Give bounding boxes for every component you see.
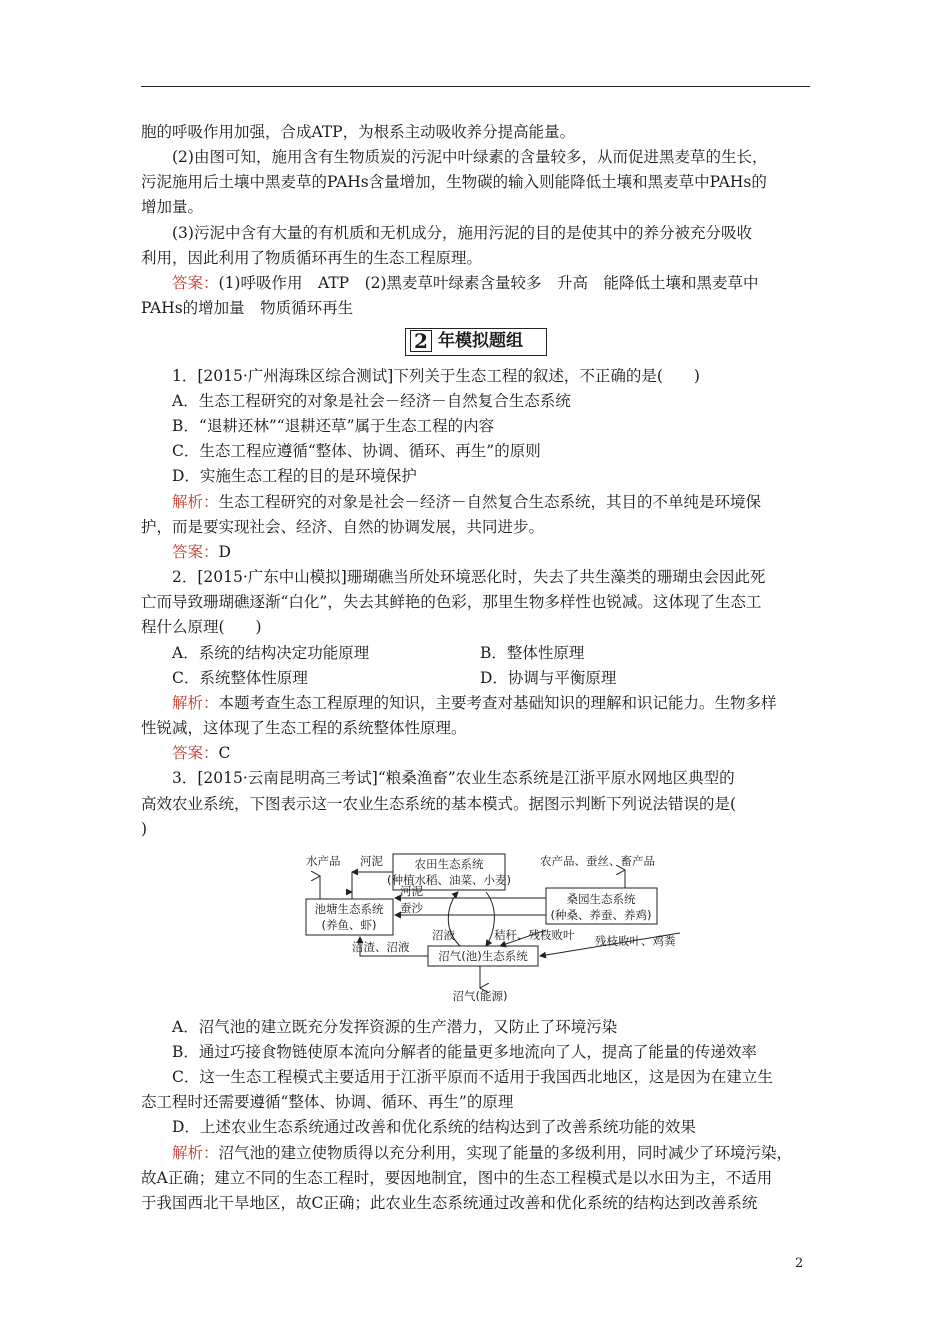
question-stem: 3．[2015·云南昆明高三考试]“粮桑渔畜”农业生态系统是江浙平原水网地区典型的 bbox=[172, 769, 735, 787]
option-b: B．整体性原理 bbox=[480, 644, 585, 662]
text-line: 污泥施用后土壤中黑麦草的PAHs含量增加，生物碳的输入则能降低土壤和黑麦草中PAHs的 bbox=[141, 173, 767, 191]
farm-subtitle: (种植水稻、油菜、小麦) bbox=[387, 873, 511, 887]
option-c: C．这一生态工程模式主要适用于江浙平原而不适用于我国西北地区，这是因为在建立生 bbox=[172, 1068, 773, 1086]
analysis-label: 解析： bbox=[172, 694, 219, 712]
question-stem: 2．[2015·广东中山模拟]珊瑚礁当所处环境恶化时，失去了共生藻类的珊瑚虫会因此死 bbox=[172, 568, 766, 586]
analysis-label: 解析： bbox=[172, 1144, 219, 1162]
question-stem-cont: 高效农业系统，下图表示这一农业生态系统的基本模式。据图示判断下列说法错误的是( bbox=[141, 795, 737, 813]
answer-label: 答案： bbox=[172, 543, 219, 561]
option-a: A．系统的结构决定功能原理 bbox=[172, 644, 370, 662]
label-mud-top: 河泥 bbox=[360, 854, 383, 868]
analysis-text: 生态工程研究的对象是社会－经济－自然复合生态系统，其目的不单纯是环境保 bbox=[218, 493, 762, 511]
answer-line bbox=[172, 741, 810, 765]
analysis-line bbox=[172, 1141, 810, 1165]
answer-label: 答案： bbox=[172, 274, 219, 292]
option-c: C．系统整体性原理 bbox=[172, 669, 308, 687]
section-heading bbox=[405, 328, 547, 356]
analysis-line-cont: 于我国西北干旱地区，故C正确；此农业生态系统通过改善和优化系统的结构达到改善系统 bbox=[141, 1194, 758, 1212]
label-agri: 农产品、蚕丝、畜产品 bbox=[540, 854, 655, 868]
text-line: (2)由图可知，施用含有生物质炭的污泥中叶绿素的含量较多，从而促进黑麦草的生长， bbox=[172, 148, 768, 166]
biogas-title: 沼气(池)生态系统 bbox=[438, 949, 528, 963]
answer-label: 答案： bbox=[172, 744, 219, 762]
analysis-text: 沼气池的建立使物质得以充分利用，实现了能量的多级利用，同时减少了环境污染， bbox=[218, 1144, 793, 1162]
section-title: 年模拟题组 bbox=[438, 331, 523, 351]
option-a: A．沼气池的建立既充分发挥资源的生产潜力，又防止了环境污染 bbox=[172, 1018, 618, 1036]
answer-line bbox=[172, 271, 810, 295]
analysis-line-cont: 故A正确；建立不同的生态工程时，要因地制宜，图中的生态工程模式是以水田为主，不适用 bbox=[141, 1169, 773, 1187]
question-stem-cont: ) bbox=[141, 820, 148, 838]
answer-line bbox=[172, 540, 810, 564]
option-b: B．通过巧接食物链使原本流向分解者的能量更多地流向了人，提高了能量的传递效率 bbox=[172, 1043, 757, 1061]
analysis-label: 解析： bbox=[172, 493, 219, 511]
label-mud-mid: 河泥 bbox=[400, 884, 423, 898]
farm-title: 农田生态系统 bbox=[414, 857, 484, 871]
text-line: 增加量。 bbox=[141, 198, 204, 216]
label-liquid: 沼液 bbox=[432, 928, 455, 942]
option-c: C．生态工程应遵循“整体、协调、循环、再生”的原则 bbox=[172, 442, 541, 460]
mulberry-title: 桑园生态系统 bbox=[566, 892, 636, 906]
section-number: 2 bbox=[410, 330, 432, 352]
analysis-line-cont: 护，而是要实现社会、经济、自然的协调发展，共同进步。 bbox=[141, 518, 545, 536]
answer-value: C bbox=[218, 744, 231, 762]
label-silk: 蚕沙 bbox=[400, 901, 423, 915]
answer-value: D bbox=[218, 543, 231, 561]
option-c-cont: 态工程时还需要遵循“整体、协调、循环、再生”的原理 bbox=[141, 1093, 514, 1111]
analysis-text: 本题考查生态工程原理的知识，主要考查对基础知识的理解和识记能力。生物多样 bbox=[218, 694, 777, 712]
answer-text: (1)呼吸作用 ATP (2)黑麦草叶绿素含量较多 升高 能降低土壤和黑麦草中 bbox=[218, 274, 759, 292]
label-leaves: 残枝败叶、鸡粪 bbox=[595, 934, 676, 948]
option-a: A．生态工程研究的对象是社会－经济－自然复合生态系统 bbox=[172, 392, 571, 410]
text-line: 利用，因此利用了物质循环再生的生态工程原理。 bbox=[141, 249, 483, 267]
question-stem: 1．[2015·广州海珠区综合测试]下列关于生态工程的叙述，不正确的是( ) bbox=[172, 367, 700, 385]
label-gas: 沼气(能源) bbox=[452, 989, 508, 1003]
analysis-line bbox=[172, 691, 810, 715]
ecosystem-diagram bbox=[300, 848, 680, 1003]
question-stem-cont: 程什么原理( ) bbox=[141, 618, 262, 636]
label-aquatic: 水产品 bbox=[306, 854, 341, 868]
option-d: D．协调与平衡原理 bbox=[480, 669, 617, 687]
question-stem-cont: 亡而导致珊瑚礁逐渐“白化”，失去其鲜艳的色彩，那里生物多样性也锐减。这体现了生态工 bbox=[141, 593, 762, 611]
option-d: D．上述农业生态系统通过改善和优化系统的结构达到了改善系统功能的效果 bbox=[172, 1118, 696, 1136]
text-line: (3)污泥中含有大量的有机质和无机成分，施用污泥的目的是使其中的养分被充分吸收 bbox=[172, 224, 752, 242]
text-line: 胞的呼吸作用加强，合成ATP，为根系主动吸收养分提高能量。 bbox=[141, 123, 576, 141]
analysis-line bbox=[172, 490, 810, 514]
option-b: B．“退耕还林”“退耕还草”属于生态工程的内容 bbox=[172, 417, 495, 435]
header-rule bbox=[141, 86, 810, 87]
pond-subtitle: (养鱼、虾) bbox=[321, 918, 377, 932]
analysis-line-cont: 性锐减，这体现了生态工程的系统整体性原理。 bbox=[141, 719, 467, 737]
page-number: 2 bbox=[795, 1256, 804, 1271]
mulberry-subtitle: (种桑、养蚕、养鸡) bbox=[550, 908, 652, 922]
label-residue: 沼渣、沼液 bbox=[352, 940, 410, 954]
option-d: D．实施生态工程的目的是环境保护 bbox=[172, 467, 417, 485]
pond-title: 池塘生态系统 bbox=[314, 902, 384, 916]
answer-line-cont: PAHs的增加量 物质循环再生 bbox=[141, 299, 354, 317]
label-straw: 秸秆、残枝败叶 bbox=[494, 928, 575, 942]
